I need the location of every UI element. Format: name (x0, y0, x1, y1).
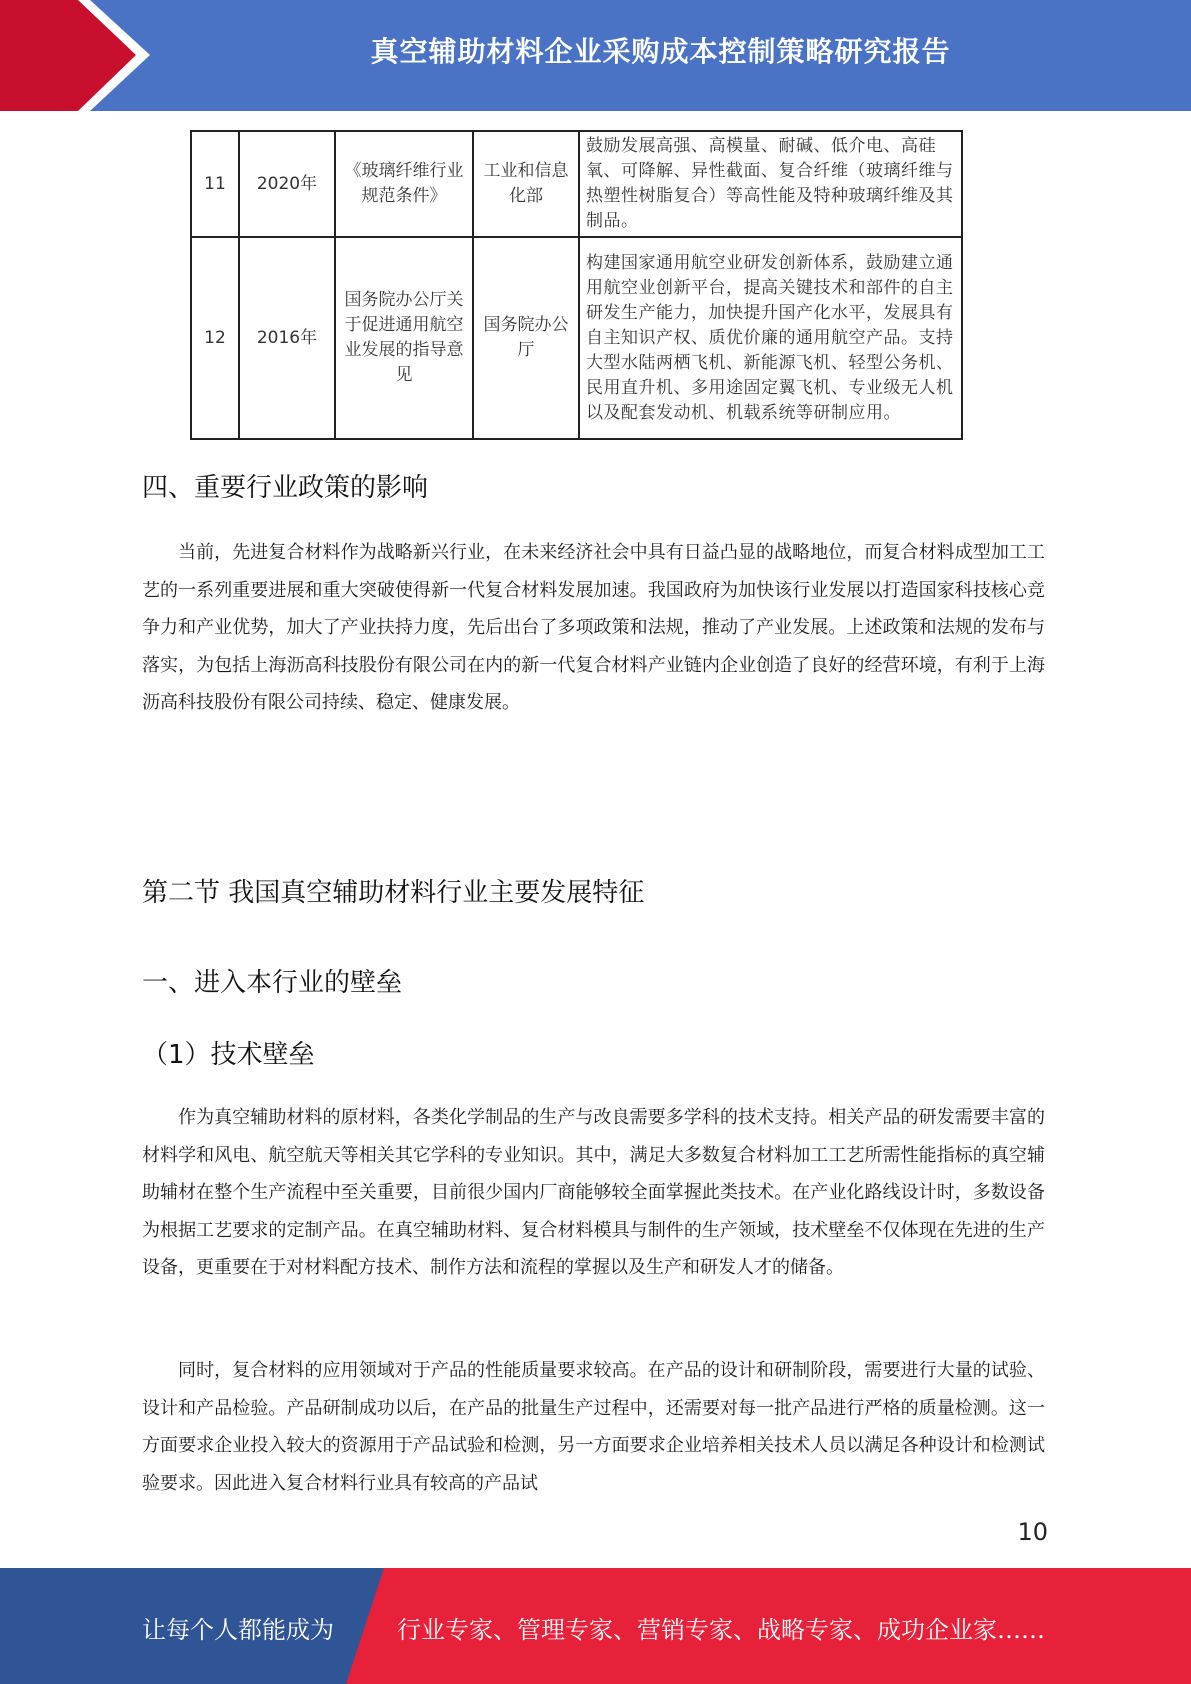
row-year: 2020年 (239, 131, 335, 237)
table-row (191, 131, 962, 237)
footer-slogan-left: 让每个人都能成为 (142, 1616, 334, 1644)
row-department: 工业和信息化部 (473, 131, 579, 237)
policy-impact-paragraph: 当前，先进复合材料作为战略新兴行业，在未来经济社会中具有日益凸显的战略地位，而复合材料成型加工工艺的一系列重要进展和重大突破使得新一代复合材料发展加速。我国政府为加快该行业发展以打造国家科技核心竞争力和产业优势，加大了产业扶持力度，先后出台了多项政策和法规，推动了产业发展。上述政策和法规的发布与落实，为包括上海沥高科技股份有限公司在内的新一代复合材料产业链内企业创造了良好的经营环境，有利于上海沥高科技股份有限公司持续、稳定、健康发展。 (142, 542, 1045, 713)
technical-barrier-paragraph: 作为真空辅助材料的原材料，各类化学制品的生产与改良需要多学科的技术支持。相关产品的研发需要丰富的材料学和风电、航空航天等相关其它学科的专业知识。其中，满足大多数复合材料加工工艺所需性能指标的真空辅助辅材在整个生产流程中至关重要，目前很少国内厂商能够较全面掌握此类技术。在产业化路线设计时，多数设备为根据工艺要求的定制产品。在真空辅助材料、复合材料模具与制件的生产领域，技术壁垒不仅体现在先进的生产设备，更重要在于对材料配方技术、制作方法和流程的掌握以及生产和研发人才的储备。 (142, 1107, 1045, 1278)
document-title: 真空辅助材料企业采购成本控制策略研究报告 (370, 35, 951, 68)
footer-slogan-right: 行业专家、管理专家、营销专家、战略专家、成功企业家…… (397, 1616, 1045, 1644)
row-content: 构建国家通用航空业研发创新体系，鼓励建立通用航空业创新平台，提高关键技术和部件的自主研发生产能力，加快提升国产化水平，发展具有自主知识产权、质优价廉的通用航空产品。支持大型水陆两栖飞机、新能源飞机、轻型公务机、民用直升机、多用途固定翼飞机、专业级无人机以及配套发动机、机载系统等研制应用。 (579, 237, 962, 439)
row-document: 《玻璃纤维行业规范条件》 (335, 131, 473, 237)
page-number: 10 (1017, 1518, 1048, 1546)
sub-heading-technical-barrier: （1）技术壁垒 (142, 1040, 315, 1070)
section-heading-barriers: 一、进入本行业的壁垒 (142, 968, 403, 998)
row-number: 11 (191, 131, 239, 237)
row-department: 国务院办公厅 (473, 237, 579, 439)
table-row (191, 237, 962, 439)
policy-table (190, 130, 963, 440)
section-heading-policy-impact: 四、重要行业政策的影响 (142, 473, 429, 503)
header-red-chevron (0, 0, 160, 111)
row-year: 2016年 (239, 237, 335, 439)
row-number: 12 (191, 237, 239, 439)
quality-requirement-paragraph: 同时，复合材料的应用领域对于产品的性能质量要求较高。在产品的设计和研制阶段，需要进行大量的试验、设计和产品检验。产品研制成功以后，在产品的批量生产过程中，还需要对每一批产品进行严格的质量检测。这一方面要求企业投入较大的资源用于产品试验和检测，另一方面要求企业培养相关技术人员以满足各种设计和检测试验要求。因此进入复合材料行业具有较高的产品试 (142, 1360, 1045, 1494)
row-document: 国务院办公厅关于促进通用航空业发展的指导意见 (335, 237, 473, 439)
row-content: 鼓励发展高强、高模量、耐碱、低介电、高硅氧、可降解、异性截面、复合纤维（玻璃纤维与热塑性树脂复合）等高性能及特种玻璃纤维及其制品。 (579, 131, 962, 237)
chapter-section-heading: 第二节 我国真空辅助材料行业主要发展特征 (142, 878, 645, 908)
